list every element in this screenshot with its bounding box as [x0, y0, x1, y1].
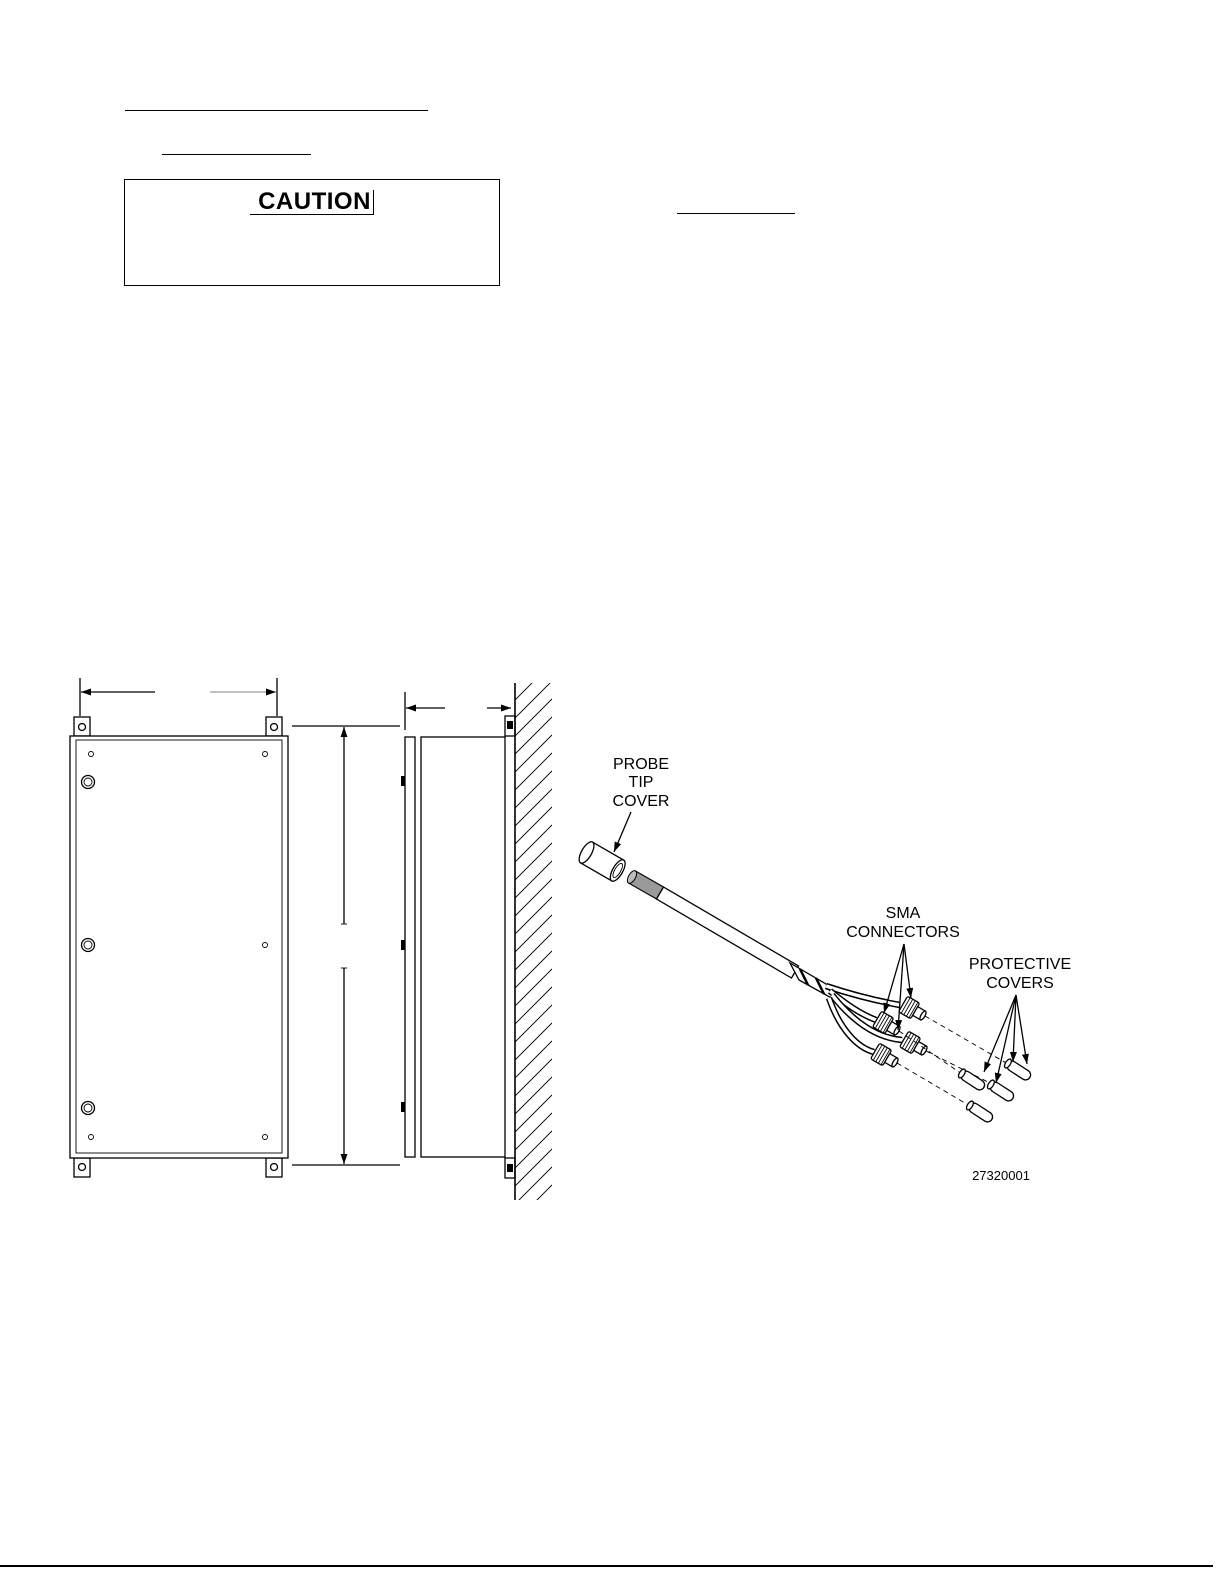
- protective-cover: [1003, 1058, 1032, 1082]
- wall-hatch-line: [515, 1005, 552, 1042]
- wall-hatch-line: [515, 699, 552, 736]
- latch-icon: [82, 1102, 95, 1115]
- sma-connector: [899, 996, 930, 1024]
- tip-cover-leader-arrow: [614, 812, 631, 852]
- covers-label-line-2: COVERS: [986, 975, 1054, 992]
- wall-hatch-line: [515, 1185, 552, 1222]
- wall-hatch-line: [515, 681, 552, 718]
- mounting-hole-icon: [271, 724, 278, 731]
- wall-hatch-line: [515, 1113, 552, 1150]
- wall-hatching: [515, 663, 552, 1240]
- wall-hatch-line: [515, 1131, 552, 1168]
- wall-hatch-line: [515, 897, 552, 934]
- wall-hatch-line: [515, 843, 552, 880]
- wall-hatch-line: [515, 789, 552, 826]
- depth-dimension: [405, 692, 511, 730]
- wall-hatch-line: [515, 987, 552, 1024]
- wall-hatch-line: [515, 861, 552, 898]
- width-dimension: [80, 678, 277, 716]
- mounting-hole-icon: [271, 1164, 278, 1171]
- wall-hatch-line: [515, 825, 552, 862]
- probe-figure: [576, 756, 1071, 1183]
- sma-leader-arrow: [898, 944, 904, 1030]
- protective-cover: [965, 1100, 994, 1124]
- alignment-line: [897, 1063, 970, 1106]
- hinge-icon: [401, 776, 405, 786]
- wall-hatch-line: [515, 1149, 552, 1186]
- figure-number: 27320001: [972, 1168, 1030, 1183]
- latch-icon: [82, 939, 95, 952]
- wall-hatch-line: [515, 1203, 552, 1240]
- wall-hatch-line: [515, 1095, 552, 1132]
- latch-icon: [82, 776, 95, 789]
- wall-hatch-line: [515, 1167, 552, 1204]
- wall-hatch-line: [515, 717, 552, 754]
- wall-hatch-line: [515, 879, 552, 916]
- enclosure-side-view: [401, 663, 552, 1240]
- wall-hatch-line: [515, 663, 552, 700]
- sma-leader-arrow: [904, 944, 911, 998]
- height-dimension: [292, 726, 400, 1165]
- wall-hatch-line: [515, 1077, 552, 1114]
- wall-hatch-line: [515, 1059, 552, 1096]
- tip-cover-label-line-2: TIP: [628, 774, 654, 791]
- wall-hatch-line: [515, 771, 552, 808]
- sma-connector: [900, 1031, 931, 1059]
- hinge-icon: [401, 1102, 405, 1112]
- caution-label: CAUTION: [250, 190, 374, 215]
- mounting-hole-icon: [79, 1164, 86, 1171]
- probe-rod: [657, 887, 799, 978]
- wall-hatch-line: [515, 969, 552, 1006]
- sma-label-line-2: CONNECTORS: [846, 924, 960, 941]
- bracket-nut-icon: [507, 721, 513, 729]
- wall-hatch-line: [515, 807, 552, 844]
- sma-label-line-1: SMA: [885, 905, 921, 922]
- wall-hatch-line: [515, 1041, 552, 1078]
- wall-hatch-line: [515, 915, 552, 952]
- covers-label-line-1: PROTECTIVE: [968, 956, 1072, 973]
- mounting-hole-icon: [79, 724, 86, 731]
- wall-hatch-line: [515, 753, 552, 790]
- sma-connector: [871, 1043, 902, 1071]
- probe-tip-cover: [576, 840, 628, 884]
- hinge-icon: [401, 940, 405, 950]
- wall-hatch-line: [515, 933, 552, 970]
- wall-hatch-line: [515, 735, 552, 772]
- probe-fitting: [790, 963, 835, 1000]
- bracket-nut-icon: [507, 1164, 513, 1172]
- enclosure-body: [70, 736, 288, 1158]
- covers-leader-arrow: [1016, 995, 1027, 1064]
- side-body: [421, 737, 505, 1157]
- alignment-line: [926, 1051, 992, 1084]
- protective-cover: [957, 1068, 986, 1092]
- side-door-panel: [405, 737, 415, 1157]
- tip-cover-label-line-1: PROBE: [612, 756, 670, 773]
- wall-hatch-line: [515, 951, 552, 988]
- enclosure-front-view: [70, 678, 288, 1177]
- wall-hatch-line: [515, 1023, 552, 1060]
- tip-cover-label-line-3: COVER: [612, 793, 670, 810]
- protective-cover: [986, 1079, 1015, 1103]
